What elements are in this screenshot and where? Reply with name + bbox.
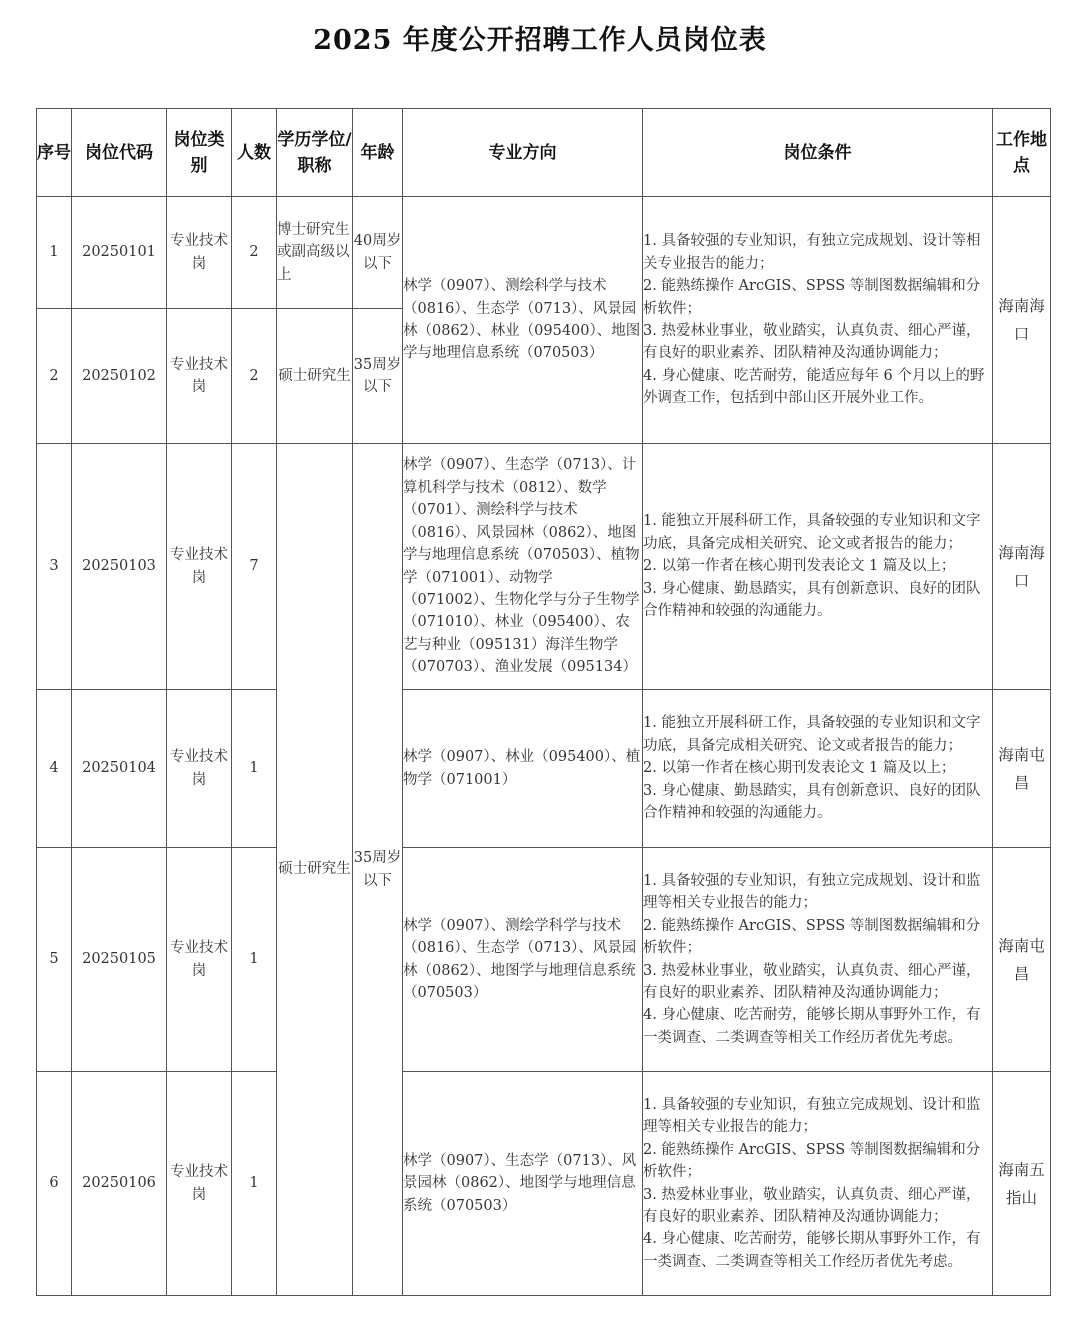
cell-code: 20250103 bbox=[72, 444, 167, 690]
cell-education: 博士研究生或副高级以上 bbox=[277, 197, 353, 309]
cell-count: 7 bbox=[232, 444, 277, 690]
cell-seq: 3 bbox=[37, 444, 72, 690]
cell-seq: 5 bbox=[37, 848, 72, 1072]
header-count: 人数 bbox=[232, 109, 277, 197]
cell-category: 专业技术岗 bbox=[167, 197, 232, 309]
cell-seq: 2 bbox=[37, 309, 72, 444]
condition-item: 2. 能熟练操作 ArcGIS、SPSS 等制图数据编辑和分析软件； bbox=[643, 1141, 981, 1181]
condition-item: 3. 热爱林业事业，敬业踏实，认真负责、细心严谨，有良好的职业素养、团队精神及沟通协调能力； bbox=[643, 1186, 981, 1225]
condition-item: 3. 热爱林业事业，敬业踏实，认真负责、细心严谨，有良好的职业素养、团队精神及沟通协调能力； bbox=[643, 962, 981, 1001]
cell-code: 20250106 bbox=[72, 1072, 167, 1296]
page-title: 2025 年度公开招聘工作人员岗位表 bbox=[313, 25, 767, 56]
table-row bbox=[37, 1072, 1051, 1296]
condition-item: 4. 身心健康、吃苦耐劳，能够长期从事野外工作，有一类调查、二类调查等相关工作经历者优先考虑。 bbox=[643, 1231, 981, 1270]
cell-conditions bbox=[643, 1072, 993, 1296]
cell-seq: 4 bbox=[37, 690, 72, 848]
condition-item: 3. 身心健康、勤恳踏实，具有创新意识、良好的团队合作精神和较强的沟通能力。 bbox=[643, 580, 981, 620]
condition-item: 3. 身心健康、勤恳踏实，具有创新意识、良好的团队合作精神和较强的沟通能力。 bbox=[643, 782, 981, 822]
table-header-row bbox=[37, 109, 1051, 197]
table-row bbox=[37, 690, 1051, 848]
cell-education: 硕士研究生 bbox=[277, 444, 353, 1296]
cell-location: 海南海口 bbox=[993, 444, 1051, 690]
cell-count: 1 bbox=[232, 1072, 277, 1296]
cell-seq: 1 bbox=[37, 197, 72, 309]
condition-item: 2. 以第一作者在核心期刊发表论文 1 篇及以上； bbox=[643, 558, 956, 575]
cell-major: 林学（0907）、生态学（0713）、风景园林（0862）、地图学与地理信息系统（070503） bbox=[403, 1072, 643, 1296]
condition-item: 4. 身心健康、吃苦耐劳，能够长期从事野外工作，有一类调查、二类调查等相关工作经历者优先考虑。 bbox=[643, 1007, 981, 1046]
condition-item: 1. 具备较强的专业知识，有独立完成规划、设计等相关专业报告的能力； bbox=[643, 233, 981, 272]
cell-count: 2 bbox=[232, 197, 277, 309]
header-major: 专业方向 bbox=[403, 109, 643, 197]
cell-age: 35周岁以下 bbox=[353, 444, 403, 1296]
header-seq: 序号 bbox=[37, 109, 72, 197]
condition-item: 1. 具备较强的专业知识，有独立完成规划、设计和监理等相关专业报告的能力； bbox=[643, 872, 981, 912]
table-row bbox=[37, 197, 1051, 309]
condition-item: 2. 能熟练操作 ArcGIS、SPSS 等制图数据编辑和分析软件； bbox=[643, 278, 981, 317]
cell-location: 海南五指山 bbox=[993, 1072, 1051, 1296]
table-row bbox=[37, 848, 1051, 1072]
cell-location: 海南海口 bbox=[993, 197, 1051, 444]
condition-item: 4. 身心健康、吃苦耐劳，能适应每年 6 个月以上的野外调查工作，包括到中部山区开展外业工作。 bbox=[643, 367, 985, 407]
cell-age: 35周岁以下 bbox=[353, 309, 403, 444]
header-code: 岗位代码 bbox=[72, 109, 167, 197]
condition-item: 2. 以第一作者在核心期刊发表论文 1 篇及以上； bbox=[643, 760, 956, 777]
cell-category: 专业技术岗 bbox=[167, 690, 232, 848]
condition-item: 1. 能独立开展科研工作，具备较强的专业知识和文字功底，具备完成相关研究、论文或者报告的能力； bbox=[643, 513, 981, 552]
cell-seq: 6 bbox=[37, 1072, 72, 1296]
cell-count: 1 bbox=[232, 690, 277, 848]
condition-item: 3. 热爱林业事业，敬业踏实，认真负责、细心严谨，有良好的职业素养、团队精神及沟通协调能力； bbox=[643, 323, 981, 362]
cell-code: 20250104 bbox=[72, 690, 167, 848]
cell-conditions bbox=[643, 444, 993, 690]
cell-conditions bbox=[643, 690, 993, 848]
cell-count: 1 bbox=[232, 848, 277, 1072]
cell-location: 海南屯昌 bbox=[993, 690, 1051, 848]
cell-education: 硕士研究生 bbox=[277, 309, 353, 444]
header-education: 学历学位/职称 bbox=[277, 109, 353, 197]
header-category: 岗位类别 bbox=[167, 109, 232, 197]
cell-age: 40周岁以下 bbox=[353, 197, 403, 309]
cell-code: 20250101 bbox=[72, 197, 167, 309]
cell-category: 专业技术岗 bbox=[167, 444, 232, 690]
header-age: 年龄 bbox=[353, 109, 403, 197]
cell-code: 20250102 bbox=[72, 309, 167, 444]
cell-conditions bbox=[643, 197, 993, 444]
cell-conditions bbox=[643, 848, 993, 1072]
cell-major: 林学（0907）、测绘科学与技术（0816）、生态学（0713）、风景园林（0862）、林业（095400）、地图学与地理信息系统（070503） bbox=[403, 197, 643, 444]
cell-count: 2 bbox=[232, 309, 277, 444]
cell-category: 专业技术岗 bbox=[167, 1072, 232, 1296]
cell-category: 专业技术岗 bbox=[167, 309, 232, 444]
header-location: 工作地点 bbox=[993, 109, 1051, 197]
cell-location: 海南屯昌 bbox=[993, 848, 1051, 1072]
condition-item: 1. 能独立开展科研工作，具备较强的专业知识和文字功底，具备完成相关研究、论文或者报告的能力； bbox=[643, 715, 981, 754]
cell-code: 20250105 bbox=[72, 848, 167, 1072]
position-table bbox=[36, 108, 1051, 1296]
condition-item: 1. 具备较强的专业知识，有独立完成规划、设计和监理等相关专业报告的能力； bbox=[643, 1096, 981, 1136]
cell-major: 林学（0907）、林业（095400）、植物学（071001） bbox=[403, 690, 643, 848]
table-row bbox=[37, 444, 1051, 690]
cell-category: 专业技术岗 bbox=[167, 848, 232, 1072]
cell-major: 林学（0907）、测绘学科学与技术（0816）、生态学（0713）、风景园林（0862）、地图学与地理信息系统（070503） bbox=[403, 848, 643, 1072]
header-conditions: 岗位条件 bbox=[643, 109, 993, 197]
cell-major: 林学（0907）、生态学（0713）、计算机科学与技术（0812）、数学（0701）、测绘科学与技术（0816）、风景园林（0862）、地图学与地理信息系统（070503）、植物学（071001）、动物学（071002）、生物化学与分子生物学（071010）、林业（095400）、农艺与种业（095131）海洋生物学（070703）、渔业发展（095134） bbox=[403, 444, 643, 690]
condition-item: 2. 能熟练操作 ArcGIS、SPSS 等制图数据编辑和分析软件； bbox=[643, 917, 981, 957]
